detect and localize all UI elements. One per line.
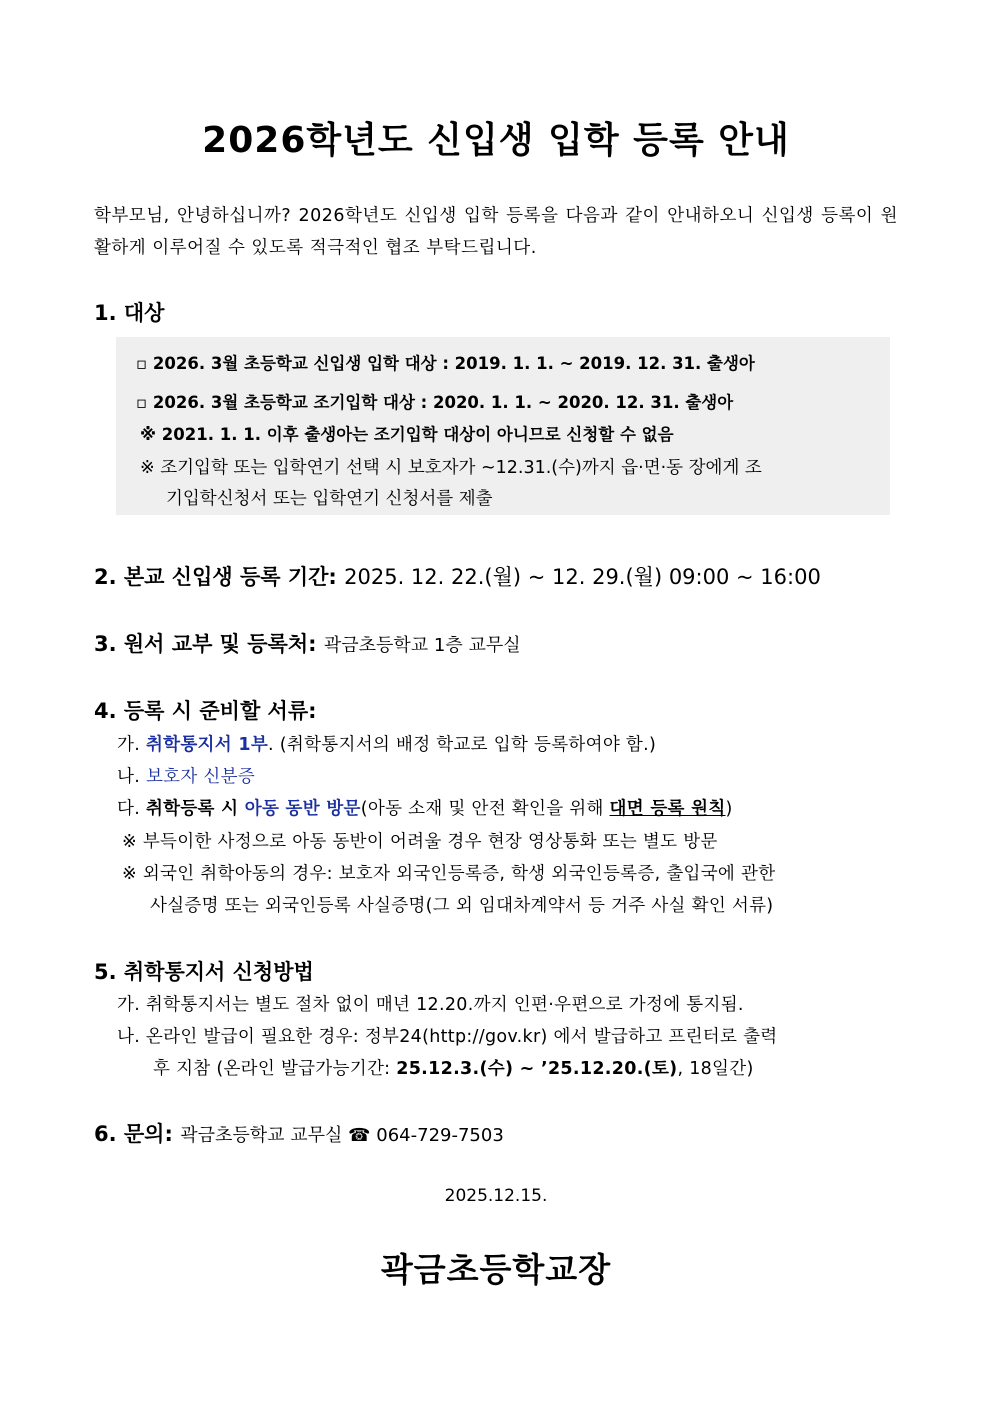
document-note-1: ※ 부득이한 사정으로 아동 동반이 어려울 경우 현장 영상통화 또는 별도 방문: [122, 832, 718, 852]
child-accompany-label: 아동 동반 방문: [244, 799, 361, 819]
target-item-regular: ▫ 2026. 3월 초등학교 신입생 입학 대상 : 2019. 1. 1. ~ 2019. 12. 31. 출생아: [136, 354, 755, 373]
document-date: 2025.12.15.: [444, 1186, 548, 1206]
target-note-ineligible: ※ 2021. 1. 1. 이후 출생아는 조기입학 대상이 아니므로 신청할 수 없음: [140, 425, 674, 444]
online-period-label: 후 지참 (온라인 발급가능기간:: [153, 1059, 397, 1079]
document-item-b: [117, 763, 255, 788]
notice-method-b: 나. 온라인 발급이 필요한 경우: 정부24(http://gov.kr) 에서 발급하고 프린터로 출력: [117, 1027, 778, 1047]
section-3-heading: [94, 628, 521, 658]
registration-period: 2025. 12. 22.(월) ~ 12. 29.(월) 09:00 ~ 16:00: [344, 565, 821, 589]
section-4-heading: 4. 등록 시 준비할 서류:: [94, 699, 317, 723]
intro-paragraph: 학부모님, 안녕하십니까? 2026학년도 신입생 입학 등록을 다음과 같이 안내하오니 신입생 등록이 원활하게 이루어질 수 있도록 적극적인 협조 부탁드립니다.: [94, 206, 898, 258]
item-prefix: 가.: [117, 735, 146, 755]
section-6-label: 6. 문의:: [94, 1122, 173, 1146]
notice-copy-label: 취학통지서 1부: [145, 735, 269, 755]
section-3-label: 3. 원서 교부 및 등록처:: [94, 632, 317, 656]
notice-method-a: 가. 취학통지서는 별도 절차 없이 매년 12.20.까지 인편·우편으로 가정에 통지됨.: [117, 995, 744, 1015]
target-info-box: [116, 337, 890, 515]
document-note-2: ※ 외국인 취학아동의 경우: 보호자 외국인등록증, 학생 외국인등록증, 출입국에 관한: [122, 864, 776, 884]
section-2-label: 2. 본교 신입생 등록 기간:: [94, 565, 337, 589]
page-title: 2026학년도 신입생 입학 등록 안내: [202, 120, 790, 161]
target-note-application-cont: 기입학신청서 또는 입학연기 신청서를 제출: [166, 489, 493, 509]
signature: 곽금초등학교장: [380, 1250, 612, 1289]
document-note-2-cont: 사실증명 또는 외국인등록 사실증명(그 외 임대차계약서 등 거주 사실 확인 서류): [150, 896, 774, 916]
online-period-days: , 18일간): [677, 1059, 754, 1079]
registration-visit-label: 취학등록 시: [145, 799, 245, 819]
section-2-heading: [94, 561, 821, 591]
target-note-application: ※ 조기입학 또는 입학연기 선택 시 보호자가 ~12.31.(수)까지 읍·면·동 장에게 조: [140, 458, 762, 478]
target-item-early: ▫ 2026. 3월 초등학교 조기입학 대상 : 2020. 1. 1. ~ 2020. 12. 31. 출생아: [136, 393, 734, 412]
item-prefix: 나.: [117, 767, 146, 787]
in-person-rule: 대면 등록 원칙: [609, 799, 726, 819]
document-item-c: [117, 795, 733, 820]
contact-info: 곽금초등학교 교무실 ☎ 064-729-7503: [180, 1125, 504, 1146]
online-period-dates: 25.12.3.(수) ~ ’25.12.20.(토): [396, 1059, 678, 1079]
document-item-a: [117, 731, 656, 756]
section-1-heading: 1. 대상: [94, 301, 165, 325]
item-prefix: 다.: [117, 799, 146, 819]
guardian-id-label: 보호자 신분증: [145, 767, 256, 787]
visit-reason: (아동 소재 및 안전 확인을 위해: [360, 799, 610, 819]
section-6-heading: [94, 1118, 504, 1148]
registration-place: 곽금초등학교 1층 교무실: [323, 635, 521, 656]
notice-method-b-cont: [153, 1055, 754, 1080]
section-5-heading: 5. 취학통지서 신청방법: [94, 960, 314, 984]
closing-paren: ): [725, 799, 733, 819]
notice-copy-note: . (취학통지서의 배정 학교로 입학 등록하여야 함.): [268, 735, 657, 755]
